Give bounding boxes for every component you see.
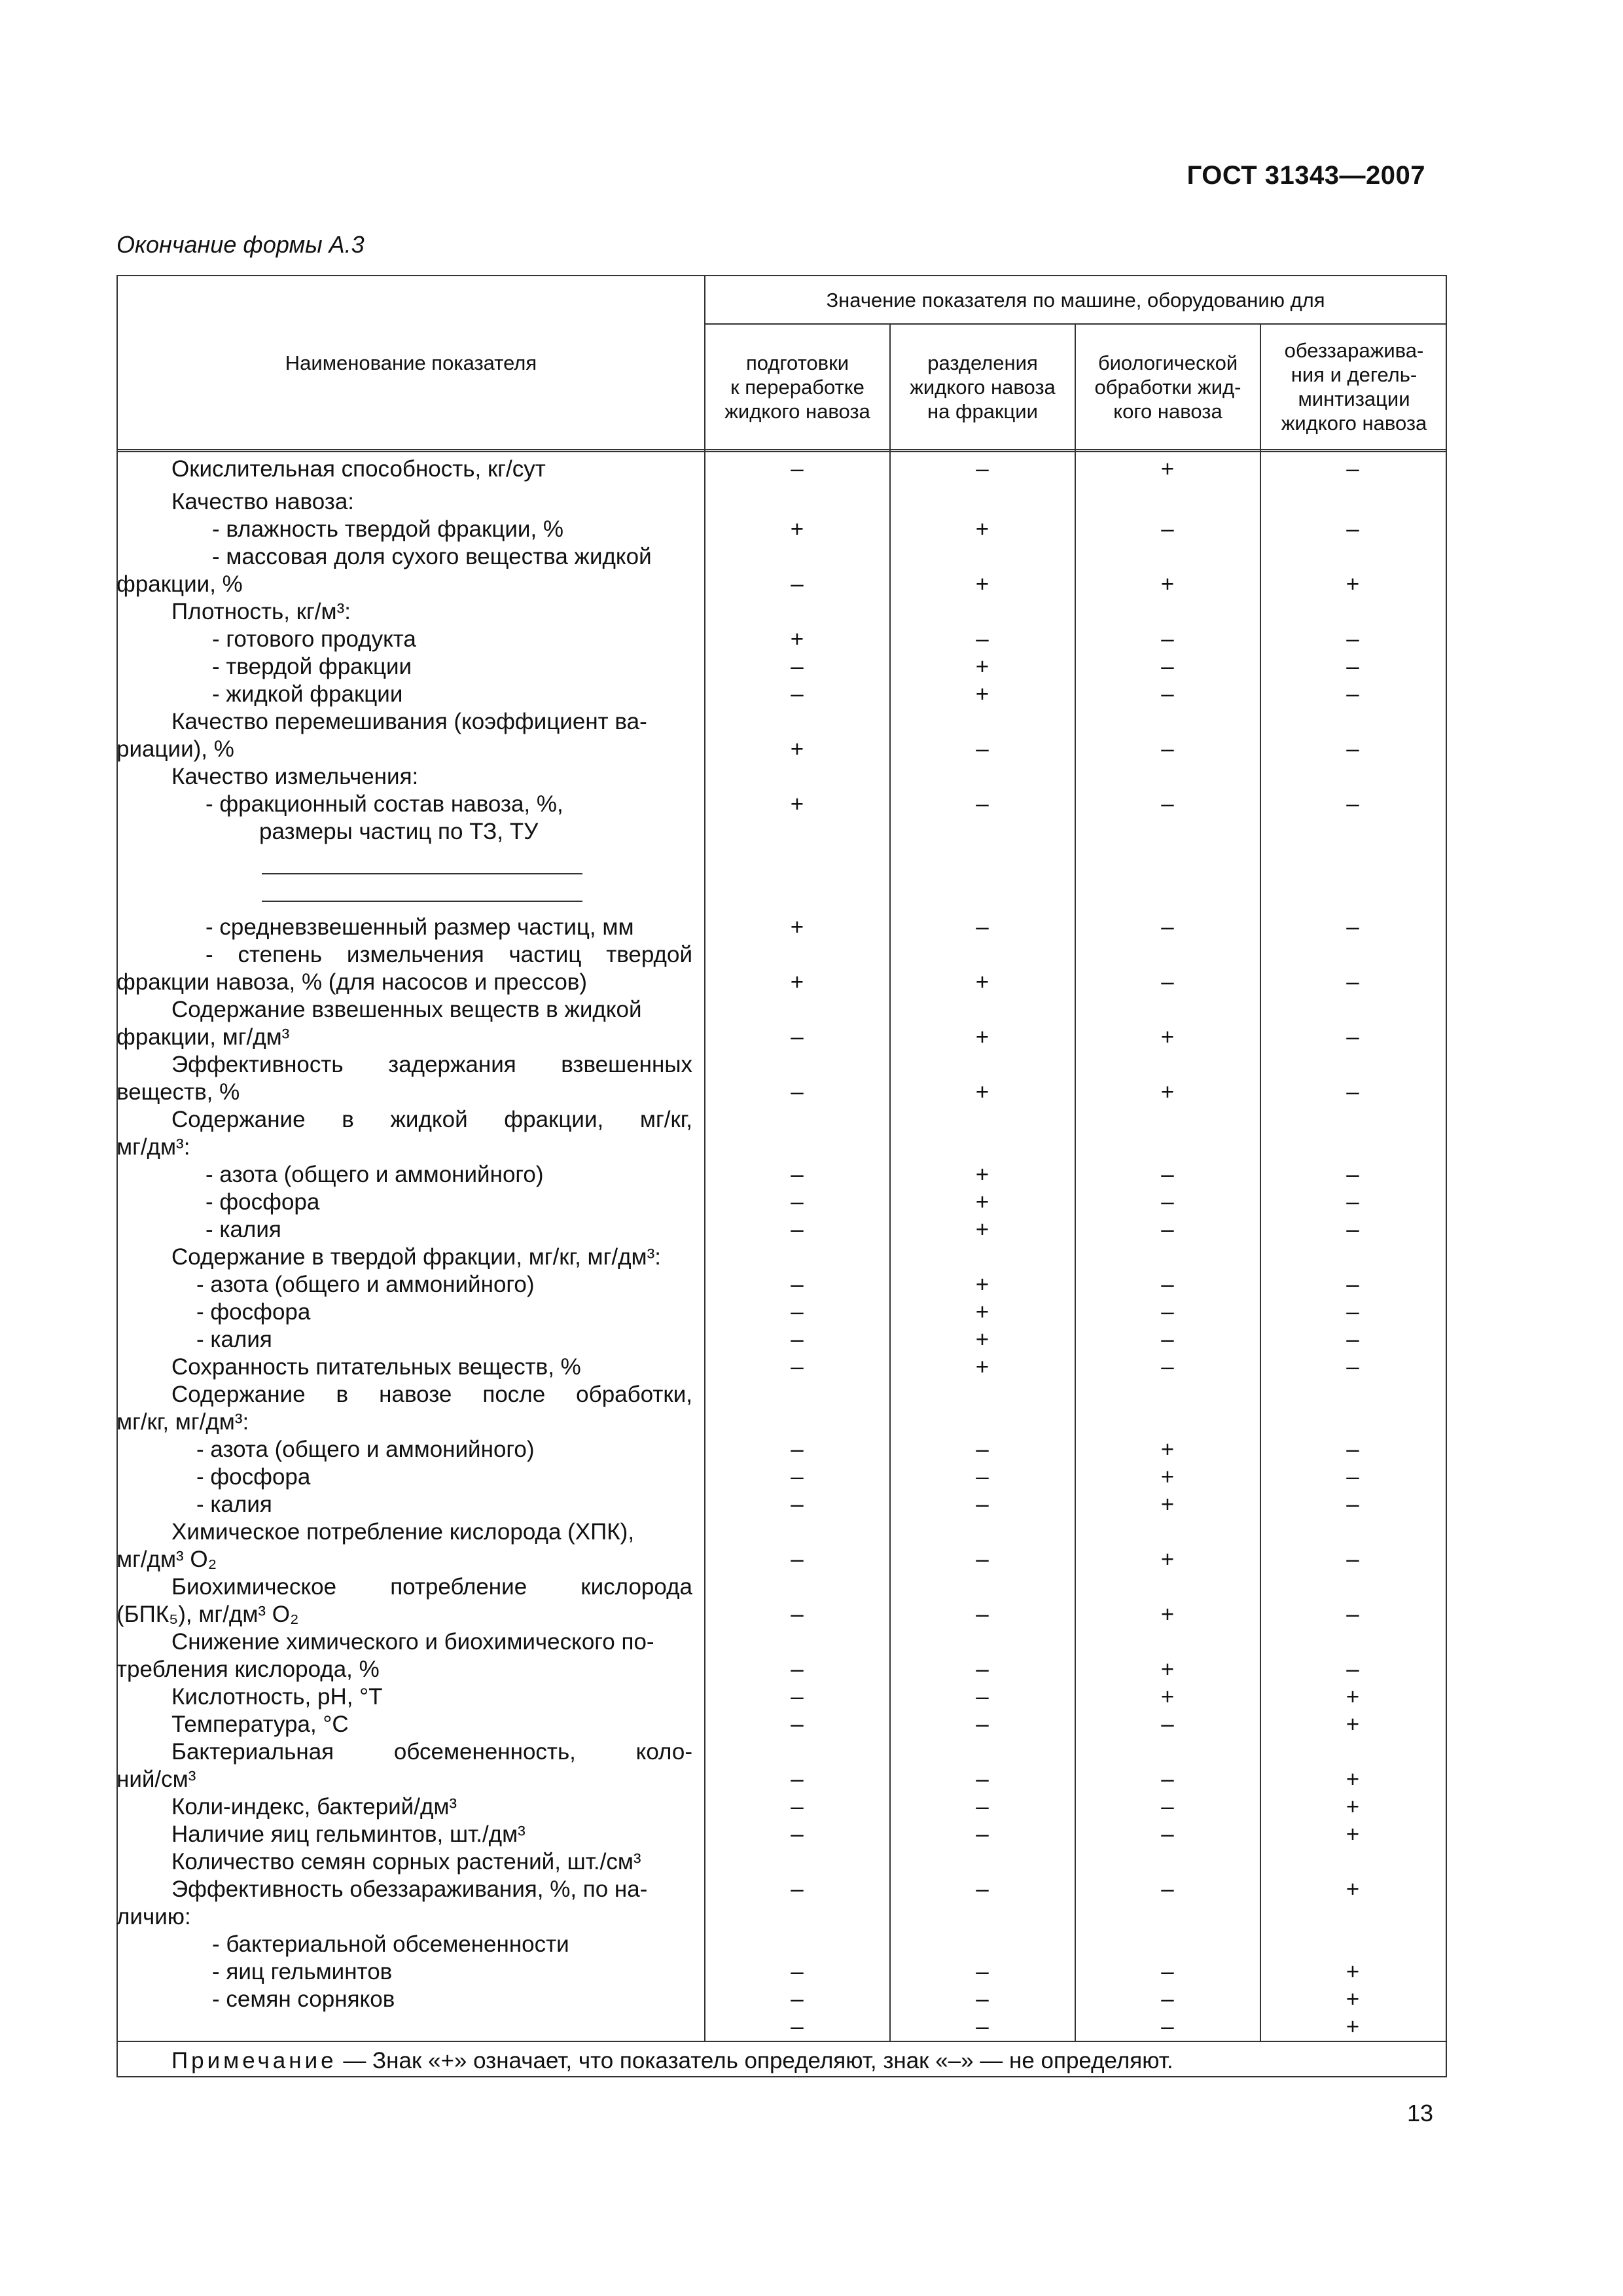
row-mark-col4: –	[1346, 1299, 1359, 1325]
row-mark-col3: –	[1161, 516, 1174, 542]
note-text: Примечание — Знак «+» означает, что показатель определяют, знак «–» — не определяют.	[171, 2048, 1173, 2073]
row-mark-col2: –	[976, 1492, 989, 1517]
blank-fill-line	[262, 901, 582, 902]
row-mark-col4: –	[1346, 1437, 1359, 1462]
row-mark-col1: –	[791, 456, 804, 482]
row-mark-col4: +	[1346, 1767, 1360, 1792]
table-row	[116, 1024, 1447, 1051]
header-col-preparation: подготовки к переработке жидкого навоза	[724, 351, 870, 423]
row-mark-col3: –	[1161, 1794, 1174, 1820]
table-row	[116, 941, 1447, 969]
table-row	[116, 859, 1447, 886]
row-mark-col1: –	[791, 1794, 804, 1820]
row-mark-col3: –	[1161, 1876, 1174, 1902]
table-row	[116, 1463, 1447, 1491]
row-mark-col1: –	[791, 1959, 804, 1984]
row-mark-col3: +	[1160, 1684, 1175, 1710]
table-row	[116, 1326, 1447, 1354]
row-mark-col4: +	[1346, 2014, 1360, 2039]
row-mark-col2: +	[975, 681, 990, 707]
row-label: - жидкой фракции	[212, 681, 403, 707]
row-mark-col4: –	[1346, 654, 1359, 679]
table-row	[116, 1628, 1447, 1656]
row-label: Качество навоза:	[171, 489, 355, 514]
row-mark-col3: –	[1161, 1272, 1174, 1297]
row-mark-col2: –	[976, 1657, 989, 1682]
row-mark-col4: –	[1346, 1602, 1359, 1627]
row-mark-col2: –	[976, 1437, 989, 1462]
row-label: (БПК₅), мг/дм³ O₂	[116, 1602, 299, 1627]
header-bottom-rule	[118, 449, 1447, 452]
table-row	[116, 818, 1447, 846]
row-mark-col2: –	[976, 1712, 989, 1737]
row-mark-col4: +	[1346, 1794, 1360, 1820]
row-mark-col3: +	[1160, 1657, 1175, 1682]
table-row	[116, 969, 1447, 996]
row-label: - калия	[196, 1492, 272, 1517]
table-row	[116, 1876, 1447, 1903]
row-label: требления кислорода, %	[116, 1657, 380, 1682]
row-mark-col1: –	[791, 1464, 804, 1490]
table-row	[116, 1161, 1447, 1189]
row-mark-col1: –	[791, 571, 804, 597]
table-row	[116, 1903, 1447, 1931]
table-row	[116, 653, 1447, 681]
row-mark-col4: –	[1346, 1162, 1359, 1187]
row-mark-col2: +	[975, 516, 990, 542]
table-row	[116, 626, 1447, 653]
row-mark-col1: –	[791, 1602, 804, 1627]
row-label: - готового продукта	[212, 626, 416, 652]
row-mark-col3: +	[1160, 1464, 1175, 1490]
row-label: - фосфора	[196, 1299, 311, 1325]
table-row	[116, 1546, 1447, 1573]
row-mark-col4: –	[1346, 736, 1359, 762]
table-row	[116, 516, 1447, 543]
row-label: - калия	[205, 1217, 281, 1242]
row-mark-col2: –	[976, 1602, 989, 1627]
row-label: - яиц гельминтов	[212, 1959, 393, 1984]
row-label: мг/дм³:	[116, 1134, 190, 1160]
row-label: Коли-индекс, бактерий/дм³	[171, 1794, 457, 1820]
row-mark-col2: +	[975, 571, 990, 597]
row-mark-col1: –	[791, 1354, 804, 1380]
row-mark-col3: –	[1161, 1299, 1174, 1325]
row-mark-col2: –	[976, 1767, 989, 1792]
row-mark-col1: +	[790, 914, 804, 940]
row-mark-col3: –	[1161, 626, 1174, 652]
row-mark-col1: –	[791, 1162, 804, 1187]
row-mark-col2: –	[976, 1959, 989, 1984]
row-mark-col3: +	[1160, 1024, 1175, 1050]
row-mark-col3: –	[1161, 1162, 1174, 1187]
row-mark-col4: –	[1346, 1327, 1359, 1352]
row-mark-col4: +	[1346, 1959, 1360, 1984]
row-label: - массовая доля сухого вещества жидкой	[212, 544, 652, 569]
row-mark-col2: +	[975, 1272, 990, 1297]
row-label: - твердой фракции	[212, 654, 412, 679]
row-label: Эффективность обеззараживания, %, по на-	[171, 1876, 648, 1902]
row-label: - влажность твердой фракции, %	[212, 516, 564, 542]
row-mark-col1: –	[791, 654, 804, 679]
table-row	[116, 1573, 1447, 1601]
header-indicator-name: Наименование показателя	[285, 351, 537, 374]
row-label: фракции навоза, % (для насосов и прессов)	[116, 969, 588, 995]
table-row	[116, 886, 1447, 914]
row-mark-col2: +	[975, 1299, 990, 1325]
row-mark-col4: –	[1346, 1272, 1359, 1297]
row-mark-col1: –	[791, 1217, 804, 1242]
row-mark-col4: –	[1346, 1024, 1359, 1050]
row-mark-col4: +	[1346, 1712, 1360, 1737]
row-label: - бактериальной обсемененности	[212, 1931, 569, 1957]
header-group: Значение показателя по машине, оборудованию для	[826, 288, 1325, 312]
row-label: - средневзвешенный размер частиц, мм	[205, 914, 634, 940]
row-mark-col4: –	[1346, 516, 1359, 542]
row-mark-col3: –	[1161, 1189, 1174, 1215]
table-row	[116, 1931, 1447, 1958]
row-label: личию:	[116, 1904, 191, 1929]
row-mark-col2: –	[976, 914, 989, 940]
note-divider	[118, 2041, 1447, 2042]
table-row	[116, 598, 1447, 626]
row-label: Температура, °C	[171, 1712, 349, 1737]
row-mark-col4: +	[1346, 571, 1360, 597]
table-row	[116, 1051, 1447, 1079]
row-mark-col2: +	[975, 969, 990, 995]
table-row	[116, 1189, 1447, 1216]
row-mark-col3: –	[1161, 914, 1174, 940]
table-row	[116, 1079, 1447, 1106]
row-mark-col2: –	[976, 456, 989, 482]
table-row	[116, 736, 1447, 763]
row-label: - калия	[196, 1327, 272, 1352]
row-mark-col2: –	[976, 2014, 989, 2039]
row-mark-col2: –	[976, 1821, 989, 1847]
row-mark-col2: –	[976, 736, 989, 762]
row-label: фракции, %	[116, 571, 243, 597]
table-row	[116, 1134, 1447, 1161]
row-label: - азота (общего и аммонийного)	[196, 1437, 535, 1462]
form-caption: Окончание формы А.3	[116, 231, 365, 258]
row-mark-col4: –	[1346, 791, 1359, 817]
row-label: Снижение химического и биохимического по-	[171, 1629, 654, 1655]
row-mark-col1: –	[791, 1657, 804, 1682]
table-row	[116, 543, 1447, 571]
table-row	[116, 914, 1447, 941]
header-col-disinfection: обеззаражива- ния и дегель- минтизации жидкого навоза	[1281, 339, 1427, 435]
row-mark-col3: +	[1160, 571, 1175, 597]
table-row	[116, 708, 1447, 736]
row-mark-col3: –	[1161, 681, 1174, 707]
table-row	[116, 1711, 1447, 1738]
row-mark-col3: –	[1161, 1712, 1174, 1737]
row-mark-col1: –	[791, 1437, 804, 1462]
row-mark-col4: –	[1346, 1547, 1359, 1572]
row-mark-col2: +	[975, 1079, 990, 1105]
table-row	[116, 681, 1447, 708]
row-mark-col1: –	[791, 1189, 804, 1215]
row-label: - степень измельчения частиц твердой	[205, 942, 692, 967]
row-label: ний/см³	[116, 1767, 196, 1792]
row-mark-col1: –	[791, 1024, 804, 1050]
row-mark-col2: –	[976, 1876, 989, 1902]
row-mark-col1: –	[791, 1684, 804, 1710]
row-mark-col1: +	[790, 791, 804, 817]
row-mark-col4: –	[1346, 681, 1359, 707]
row-mark-col1: –	[791, 1079, 804, 1105]
row-label: Количество семян сорных растений, шт./см³	[171, 1849, 641, 1874]
row-label: Качество перемешивания (коэффициент ва-	[171, 709, 647, 734]
header-col-biological: биологической обработки жид- кого навоза	[1094, 351, 1241, 423]
table-row	[116, 1683, 1447, 1711]
row-mark-col4: +	[1346, 1821, 1360, 1847]
row-mark-col3: +	[1160, 1437, 1175, 1462]
table-row	[116, 456, 1447, 483]
header-col-separation: разделения жидкого навоза на фракции	[910, 351, 1056, 423]
table-row	[116, 1793, 1447, 1821]
row-mark-col4: –	[1346, 1217, 1359, 1242]
table-row	[116, 1958, 1447, 1986]
row-mark-col1: +	[790, 736, 804, 762]
row-mark-col2: –	[976, 791, 989, 817]
row-mark-col3: –	[1161, 1327, 1174, 1352]
page-number: 13	[1406, 2100, 1433, 2126]
row-mark-col1: –	[791, 1327, 804, 1352]
row-mark-col4: –	[1346, 1492, 1359, 1517]
row-label: Бактериальная обсемененность, коло-	[171, 1739, 692, 1765]
row-label: Сохранность питательных веществ, %	[171, 1354, 581, 1380]
row-label: Окислительная способность, кг/сут	[171, 456, 546, 482]
row-label: - фракционный состав навоза, %,	[205, 791, 563, 817]
table-row	[116, 763, 1447, 791]
table-row	[116, 2013, 1447, 2041]
table-row	[116, 1491, 1447, 1518]
row-label: мг/кг, мг/дм³:	[116, 1409, 249, 1435]
row-mark-col3: –	[1161, 1354, 1174, 1380]
table-row	[116, 996, 1447, 1024]
row-mark-col3: –	[1161, 791, 1174, 817]
row-mark-col2: +	[975, 1189, 990, 1215]
table-row	[116, 488, 1447, 516]
row-label: Содержание в твердой фракции, мг/кг, мг/дм³:	[171, 1244, 661, 1270]
row-mark-col1: –	[791, 1876, 804, 1902]
row-mark-col1: –	[791, 1272, 804, 1297]
row-mark-col1: –	[791, 1712, 804, 1737]
row-mark-col3: +	[1160, 456, 1175, 482]
row-mark-col2: +	[975, 1217, 990, 1242]
row-mark-col2: –	[976, 1684, 989, 1710]
row-mark-col3: –	[1161, 969, 1174, 995]
table-row	[116, 791, 1447, 818]
row-label: - азота (общего и аммонийного)	[196, 1272, 535, 1297]
row-mark-col4: –	[1346, 456, 1359, 482]
row-label: мг/дм³ O₂	[116, 1547, 217, 1572]
row-mark-col4: –	[1346, 1079, 1359, 1105]
row-label: Эффективность задержания взвешенных	[171, 1052, 692, 1077]
row-mark-col1: +	[790, 969, 804, 995]
table-note	[116, 2047, 1447, 2077]
row-mark-col3: +	[1160, 1547, 1175, 1572]
table-row	[116, 1408, 1447, 1436]
row-mark-col1: –	[791, 1986, 804, 2012]
row-mark-col4: –	[1346, 914, 1359, 940]
table-row	[116, 1766, 1447, 1793]
row-mark-col4: +	[1346, 1876, 1360, 1902]
row-label: Качество измельчения:	[171, 764, 419, 789]
row-label: Наличие яиц гельминтов, шт./дм³	[171, 1821, 526, 1847]
row-mark-col1: +	[790, 626, 804, 652]
row-mark-col1: +	[790, 516, 804, 542]
standard-number: ГОСТ 31343—2007	[1186, 161, 1425, 190]
table-row	[116, 571, 1447, 598]
row-mark-col4: +	[1346, 1684, 1360, 1710]
table-row	[116, 1821, 1447, 1848]
row-mark-col1: –	[791, 1767, 804, 1792]
row-mark-col1: –	[791, 1299, 804, 1325]
table-row	[116, 1848, 1447, 1876]
row-mark-col2: +	[975, 1327, 990, 1352]
row-mark-col3: –	[1161, 2014, 1174, 2039]
row-label: Содержание взвешенных веществ в жидкой	[171, 997, 642, 1022]
blank-fill-line	[262, 873, 582, 874]
row-mark-col2: –	[976, 1794, 989, 1820]
row-mark-col2: +	[975, 1024, 990, 1050]
row-label: Плотность, кг/м³:	[171, 599, 351, 624]
table-row	[116, 1271, 1447, 1299]
row-mark-col2: –	[976, 1547, 989, 1572]
row-mark-col4: –	[1346, 1189, 1359, 1215]
table-row	[116, 1436, 1447, 1463]
table-row	[116, 1216, 1447, 1244]
row-mark-col3: –	[1161, 1986, 1174, 2012]
row-mark-col3: –	[1161, 1821, 1174, 1847]
row-label: - семян сорняков	[212, 1986, 395, 2012]
row-mark-col3: –	[1161, 1767, 1174, 1792]
table-row	[116, 1299, 1447, 1326]
row-label: Биохимическое потребление кислорода	[171, 1574, 692, 1600]
row-mark-col2: –	[976, 1986, 989, 2012]
row-mark-col3: –	[1161, 1217, 1174, 1242]
table-row	[116, 1986, 1447, 2013]
table-body	[116, 456, 1447, 2041]
row-label: размеры частиц по ТЗ, ТУ	[259, 819, 539, 844]
row-label: - азота (общего и аммонийного)	[205, 1162, 544, 1187]
row-mark-col4: +	[1346, 1986, 1360, 2012]
row-label: Химическое потребление кислорода (ХПК),	[171, 1519, 635, 1545]
row-mark-col2: +	[975, 1354, 990, 1380]
row-mark-col2: +	[975, 654, 990, 679]
row-label: Кислотность, pH, °T	[171, 1684, 383, 1710]
row-mark-col3: –	[1161, 736, 1174, 762]
row-mark-col2: –	[976, 626, 989, 652]
row-mark-col4: –	[1346, 626, 1359, 652]
row-mark-col3: –	[1161, 654, 1174, 679]
row-mark-col4: –	[1346, 969, 1359, 995]
table-row	[116, 1518, 1447, 1546]
row-mark-col3: +	[1160, 1602, 1175, 1627]
row-mark-col3: +	[1160, 1492, 1175, 1517]
row-label: Содержание в навозе после обработки,	[171, 1382, 692, 1407]
row-mark-col2: –	[976, 1464, 989, 1490]
table-row	[116, 1244, 1447, 1271]
row-label: фракции, мг/дм³	[116, 1024, 290, 1050]
row-mark-col3: +	[1160, 1079, 1175, 1105]
row-label: - фосфора	[196, 1464, 311, 1490]
row-mark-col1: –	[791, 681, 804, 707]
row-mark-col4: –	[1346, 1464, 1359, 1490]
row-mark-col1: –	[791, 1547, 804, 1572]
row-label: веществ, %	[116, 1079, 240, 1105]
row-mark-col4: –	[1346, 1657, 1359, 1682]
table-row	[116, 1656, 1447, 1683]
row-label: риации), %	[116, 736, 234, 762]
table-row	[116, 1601, 1447, 1628]
table-row	[116, 1381, 1447, 1408]
table-row	[116, 1354, 1447, 1381]
table-row	[116, 1106, 1447, 1134]
row-mark-col3: –	[1161, 1959, 1174, 1984]
row-mark-col1: –	[791, 1821, 804, 1847]
row-mark-col4: –	[1346, 1354, 1359, 1380]
row-label: - фосфора	[205, 1189, 320, 1215]
row-mark-col1: –	[791, 1492, 804, 1517]
row-mark-col1: –	[791, 2014, 804, 2039]
table-row	[116, 1738, 1447, 1766]
row-label: Содержание в жидкой фракции, мг/кг,	[171, 1107, 692, 1132]
row-mark-col2: +	[975, 1162, 990, 1187]
